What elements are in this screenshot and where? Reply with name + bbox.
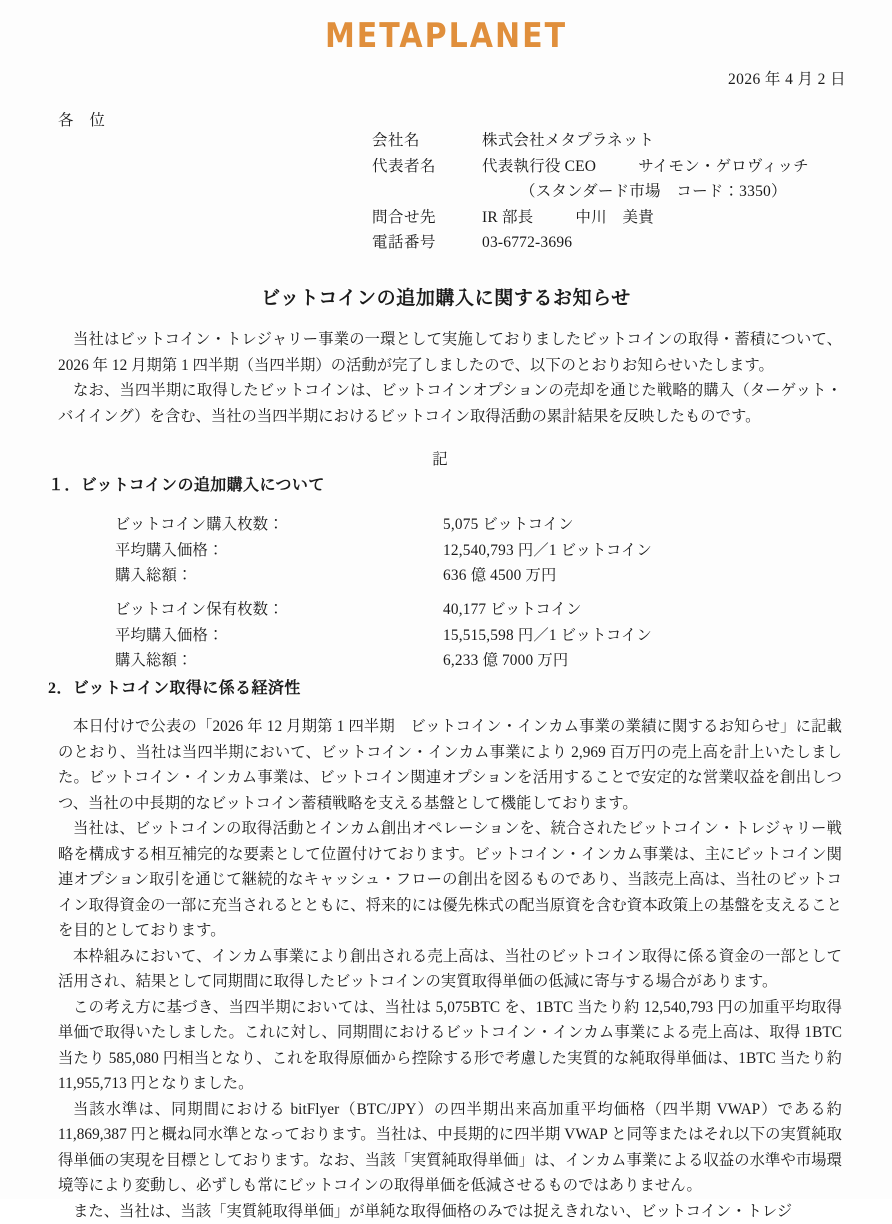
- holdings-data-group: [115, 597, 652, 674]
- section2-paragraph-4: この考え方に基づき、当四半期においては、当社は 5,075BTC を、1BTC 当たり約 12,540,793 円の加重平均取得単価で取得いたしました。これに対し、同期間におけるビットコイン・インカム事業による売上高は、取得 1BTC 当たり 585,080 円相当となり、これを取得原価から控除する形で考慮した実質的な純取得単価は、1BTC 当たり約 11,955,713 円となりました。: [58, 995, 842, 1097]
- purchase-count-label: ビットコイン購入枚数：: [115, 512, 443, 538]
- holdings-total-value: 6,233 億 7000 万円: [443, 648, 568, 674]
- contact-label: 問合せ先: [372, 205, 482, 231]
- company-info-row-contact: [372, 205, 862, 231]
- section2-paragraph-2: 当社は、ビットコインの取得活動とインカム創出オペレーションを、統合されたビットコイン・トレジャリー戦略を構成する相互補完的な要素として位置付けております。ビットコイン・インカム事業は、主にビットコイン関連オプション取引を通じて継続的なキャッシュ・フローの創出を図るものであり、当該売上高は、当社のビットコイン取得資金の一部に充当されるとともに、将来的には優先株式の配当原資を含む資本政策上の基盤を支えることを目的としております。: [58, 816, 842, 944]
- company-name-label: 会社名: [372, 128, 482, 154]
- purchase-avgprice-value: 12,540,793 円／1 ビットコイン: [443, 538, 652, 564]
- intro-section: [58, 327, 842, 473]
- section2-paragraph-6: また、当社は、当該「実質純取得単価」が単純な取得価格のみでは捉えきれない、ビットコイン・トレジ: [58, 1199, 842, 1224]
- purchase-total-value: 636 億 4500 万円: [443, 563, 557, 589]
- company-info-row-name: [372, 128, 862, 154]
- phone-label: 電話番号: [372, 230, 482, 256]
- data-row: [115, 538, 652, 564]
- holdings-count-value: 40,177 ビットコイン: [443, 597, 582, 623]
- contact-name: 中川 美貴: [575, 209, 654, 226]
- addressee-label: 各 位: [58, 108, 111, 130]
- phone-value: 03-6772-3696: [482, 230, 862, 256]
- intro-paragraph-1: 当社はビットコイン・トレジャリー事業の一環として実施しておりましたビットコインの取得・蓄積について、2026 年 12 月期第 1 四半期（当四半期）の活動が完了しましたので、以下のとおりお知らせいたします。: [58, 327, 842, 378]
- section-1-heading: １．ビットコインの追加購入について: [48, 472, 325, 495]
- section2-paragraph-1: 本日付けで公表の「2026 年 12 月期第 1 四半期 ビットコイン・インカム事業の業績に関するお知らせ」に記載のとおり、当社は当四半期において、ビットコイン・インカム事業により 2,969 百万円の売上高を計上いたしました。ビットコイン・インカム事業は、ビットコイン関連オプションを活用することで安定的な営業収益を創出しつつ、当社の中長期的なビットコイン蓄積戦略を支える基盤として機能しております。: [58, 714, 842, 816]
- contact-title: IR 部長: [482, 209, 533, 226]
- data-row: [115, 648, 652, 674]
- representative-label: 代表者名: [372, 154, 482, 180]
- representative-title: 代表執行役 CEO: [482, 158, 596, 175]
- company-logo: [0, 22, 892, 52]
- purchase-avgprice-label: 平均購入価格：: [115, 538, 443, 564]
- company-info-block: [372, 128, 862, 256]
- representative-name: サイモン・ゲロヴィッチ: [638, 158, 809, 175]
- section2-paragraph-3: 本枠組みにおいて、インカム事業により創出される売上高は、当社のビットコイン取得に係る資金の一部として活用され、結果として同期間に取得したビットコインの実質取得単価の低減に寄与する場合があります。: [58, 944, 842, 995]
- ki-mark: 記: [58, 447, 842, 469]
- data-row: [115, 512, 652, 538]
- holdings-avgprice-label: 平均購入価格：: [115, 623, 443, 649]
- section-2-body: [58, 714, 842, 1224]
- company-info-row-representative: [372, 154, 862, 180]
- purchase-total-label: 購入総額：: [115, 563, 443, 589]
- contact-value: [482, 205, 862, 231]
- document-date: 2026 年 4 月 2 日: [728, 67, 846, 89]
- section2-paragraph-5: 当該水準は、同期間における bitFlyer（BTC/JPY）の四半期出来高加重平均価格（四半期 VWAP）である約 11,869,387 円と概ね同水準となっております。当社は、中長期的に四半期 VWAP と同等またはそれ以下の実質純取得単価の実現を目標としております。なお、当該「実質純取得単価」は、インカム事業による収益の水準や市場環境等により変動し、必ずしも常にビットコインの取得単価を低減させるものではありません。: [58, 1097, 842, 1199]
- representative-value: [482, 154, 862, 180]
- data-row: [115, 597, 652, 623]
- company-info-row-phone: [372, 230, 862, 256]
- data-row: [115, 623, 652, 649]
- holdings-total-label: 購入総額：: [115, 648, 443, 674]
- section-2-heading: 2．ビットコイン取得に係る経済性: [48, 675, 301, 698]
- holdings-avgprice-value: 15,515,598 円／1 ビットコイン: [443, 623, 652, 649]
- data-row: [115, 563, 652, 589]
- purchase-count-value: 5,075 ビットコイン: [443, 512, 574, 538]
- intro-paragraph-2: なお、当四半期に取得したビットコインは、ビットコインオプションの売却を通じた戦略的購入（ターゲット・バイイング）を含む、当社の当四半期におけるビットコイン取得活動の累計結果を反映したものです。: [58, 378, 842, 429]
- company-name-value: 株式会社メタプラネット: [482, 128, 862, 154]
- market-code-line: （スタンダード市場 コード：3350）: [372, 179, 862, 205]
- page-title: ビットコインの追加購入に関するお知らせ: [0, 283, 892, 310]
- metaplanet-logo-text: METAPLANET: [325, 20, 567, 54]
- purchase-data-group: [115, 512, 652, 589]
- holdings-count-label: ビットコイン保有枚数：: [115, 597, 443, 623]
